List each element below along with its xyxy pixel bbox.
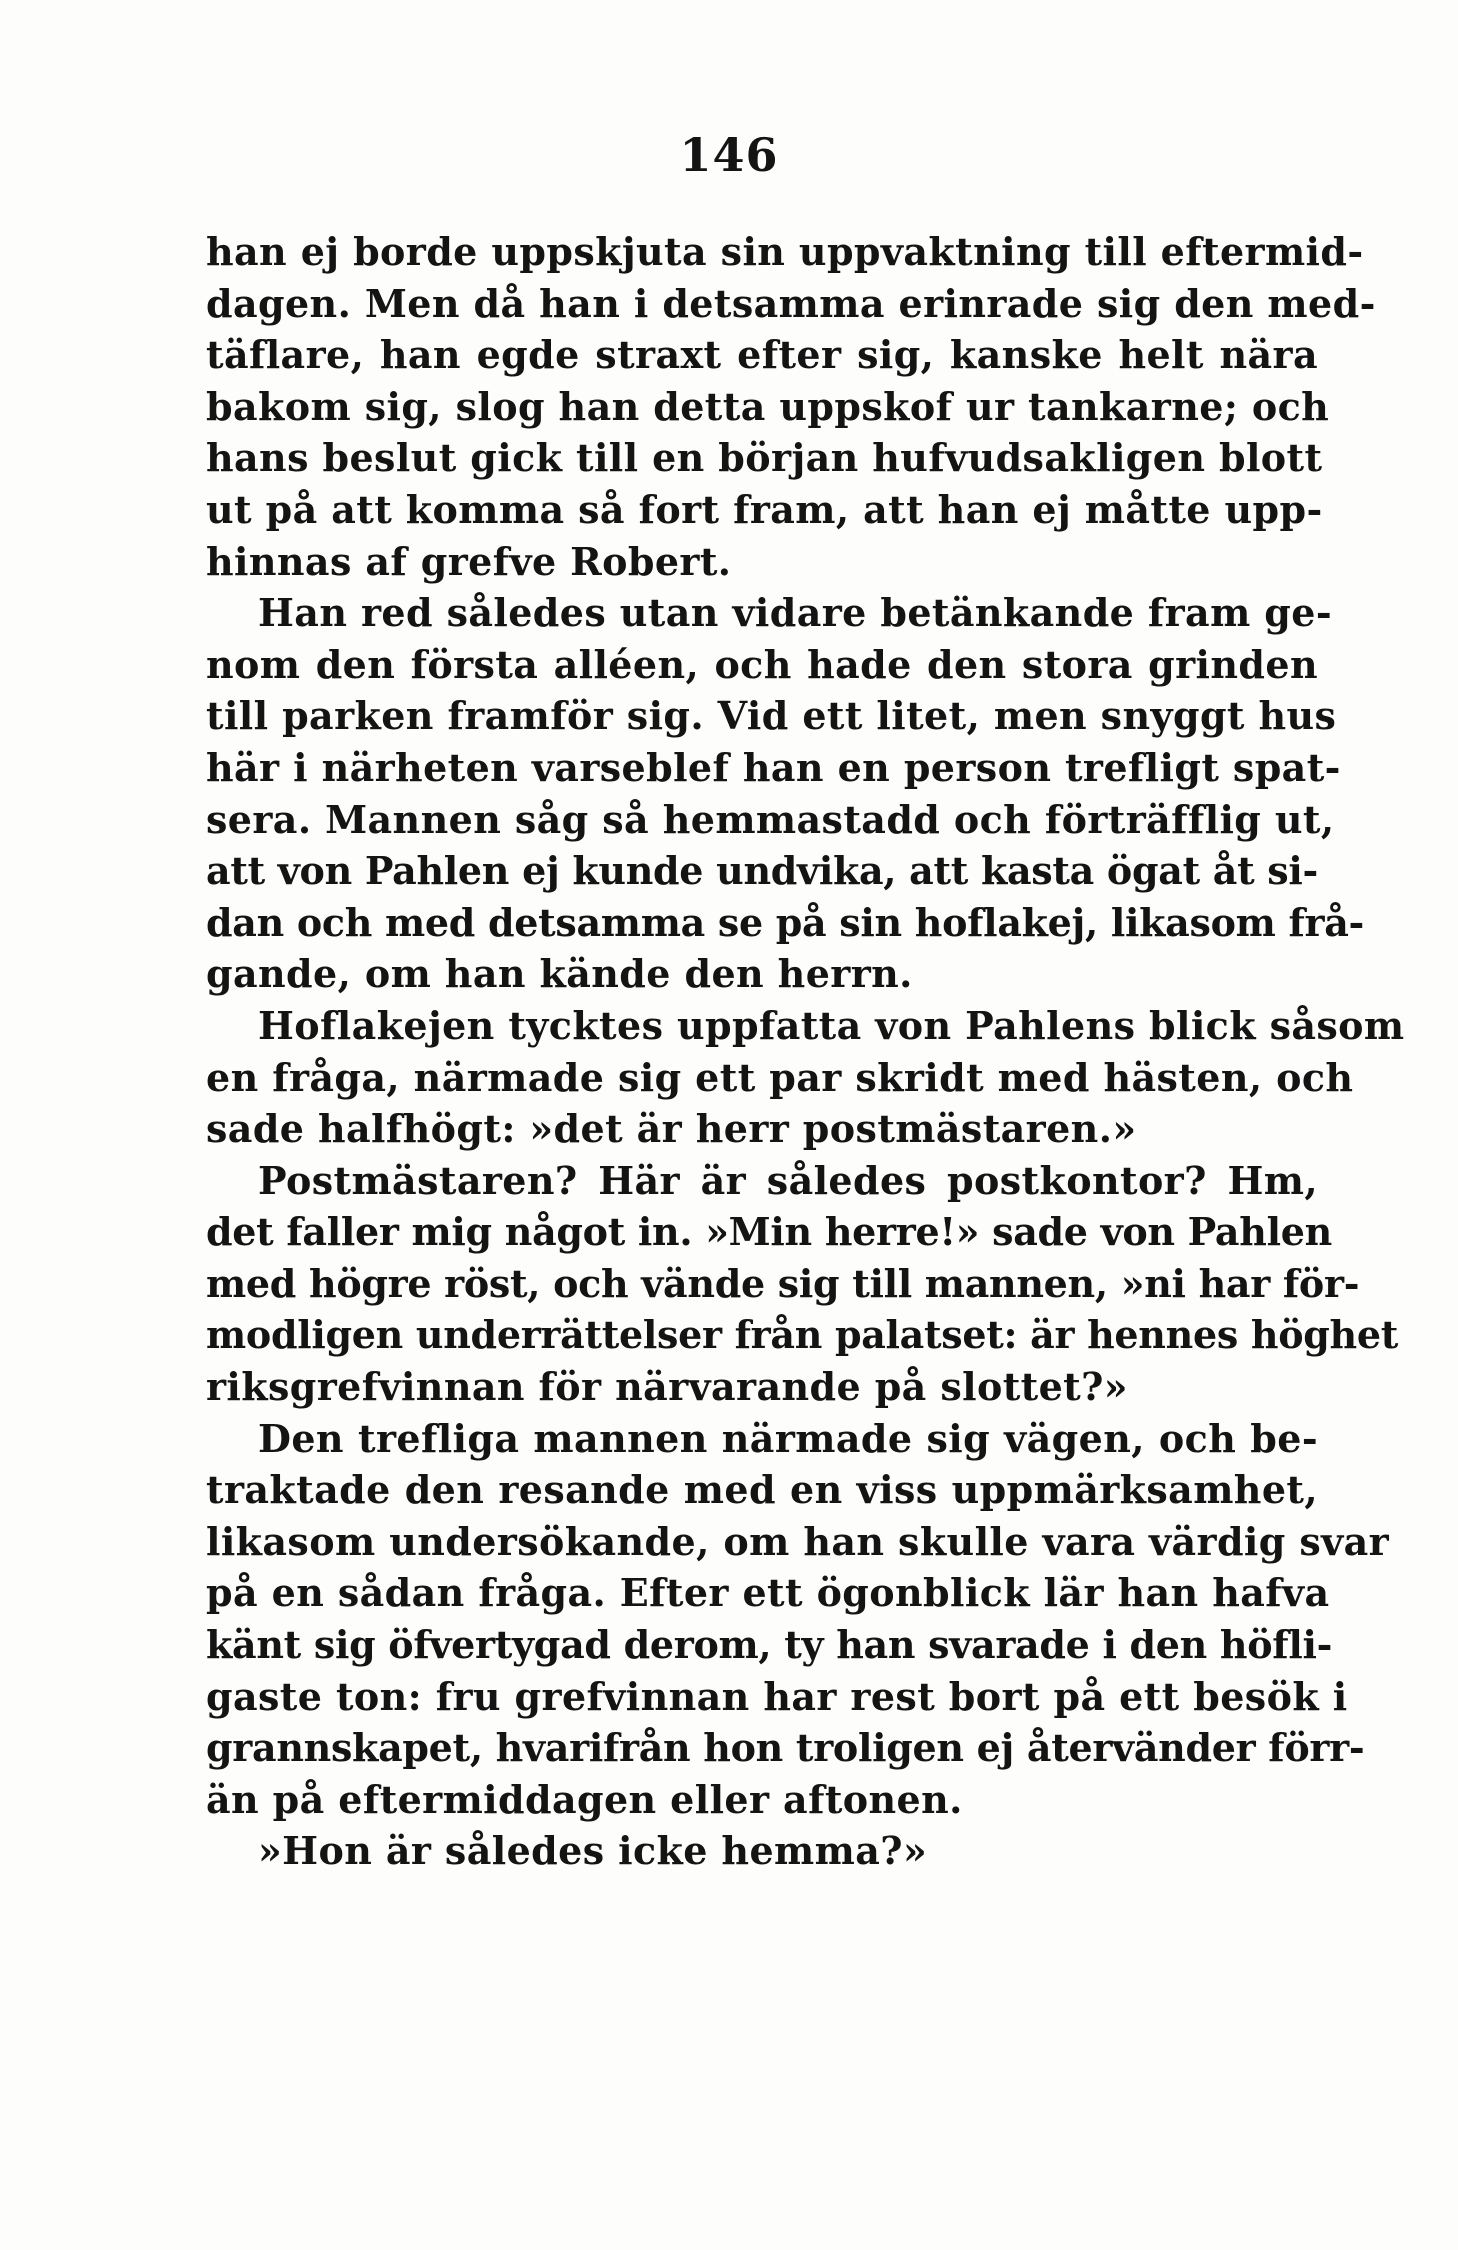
text-line: till parken framför sig. Vid ett litet, men snyggt hus bbox=[206, 693, 1337, 739]
text-line: än på eftermiddagen eller aftonen. bbox=[206, 1776, 963, 1822]
page-number: 146 bbox=[679, 128, 779, 182]
text-line: med högre röst, och vände sig till mannen, »ni har för- bbox=[206, 1260, 1360, 1306]
text-line: gaste ton: fru grefvinnan har rest bort på ett besök i bbox=[206, 1673, 1348, 1719]
text-line: Postmästaren? Här är således postkontor? Hm, bbox=[258, 1157, 1318, 1203]
text-line: sera. Mannen såg så hemmastadd och förträfflig ut, bbox=[206, 796, 1335, 842]
text-line: Han red således utan vidare betänkande fram ge- bbox=[258, 590, 1333, 636]
body-text bbox=[206, 226, 1405, 1877]
text-line: dagen. Men då han i detsamma erinrade sig den med- bbox=[206, 280, 1376, 326]
text-line: traktade den resande med en viss uppmärksamhet, bbox=[206, 1467, 1318, 1513]
text-line: nom den första alléen, och hade den stora grinden bbox=[206, 641, 1318, 687]
text-line: att von Pahlen ej kunde undvika, att kasta ögat åt si- bbox=[206, 848, 1318, 894]
text-line: täflare, han egde straxt efter sig, kanske helt nära bbox=[206, 332, 1318, 378]
text-line: det faller mig något in. »Min herre!» sade von Pahlen bbox=[206, 1209, 1332, 1255]
text-line: modligen underrättelser från palatset: är hennes höghet bbox=[206, 1312, 1398, 1358]
text-line: Hoflakejen tycktes uppfatta von Pahlens blick såsom bbox=[258, 1002, 1405, 1048]
text-line: dan och med detsamma se på sin hoflakej, likasom frå- bbox=[206, 899, 1365, 945]
text-line: på en sådan fråga. Efter ett ögonblick lär han hafva bbox=[206, 1570, 1330, 1616]
text-line: grannskapet, hvarifrån hon troligen ej återvänder förr- bbox=[206, 1725, 1365, 1771]
text-line: likasom undersökande, om han skulle vara värdig svar bbox=[206, 1518, 1390, 1564]
text-line: »Hon är således icke hemma?» bbox=[258, 1828, 928, 1874]
text-line: hinnas af grefve Robert. bbox=[206, 538, 732, 584]
text-line: gande, om han kände den herrn. bbox=[206, 951, 913, 997]
text-line: han ej borde uppskjuta sin uppvaktning till eftermid- bbox=[206, 229, 1364, 274]
text-line: en fråga, närmade sig ett par skridt med hästen, och bbox=[206, 1054, 1354, 1100]
text-line: sade halfhögt: »det är herr postmästaren.» bbox=[206, 1106, 1137, 1152]
text-line: bakom sig, slog han detta uppskof ur tankarne; och bbox=[206, 383, 1330, 429]
text-line: hans beslut gick till en början hufvudsakligen blott bbox=[206, 435, 1323, 481]
text-line: riksgrefvinnan för närvarande på slottet?» bbox=[206, 1364, 1128, 1410]
text-line: Den trefliga mannen närmade sig vägen, och be- bbox=[258, 1415, 1318, 1461]
text-line: känt sig öfvertygad derom, ty han svarade i den höfli- bbox=[206, 1622, 1333, 1668]
text-line: ut på att komma så fort fram, att han ej måtte upp- bbox=[206, 486, 1323, 532]
text-line: här i närheten varseblef han en person trefligt spat- bbox=[206, 744, 1341, 790]
